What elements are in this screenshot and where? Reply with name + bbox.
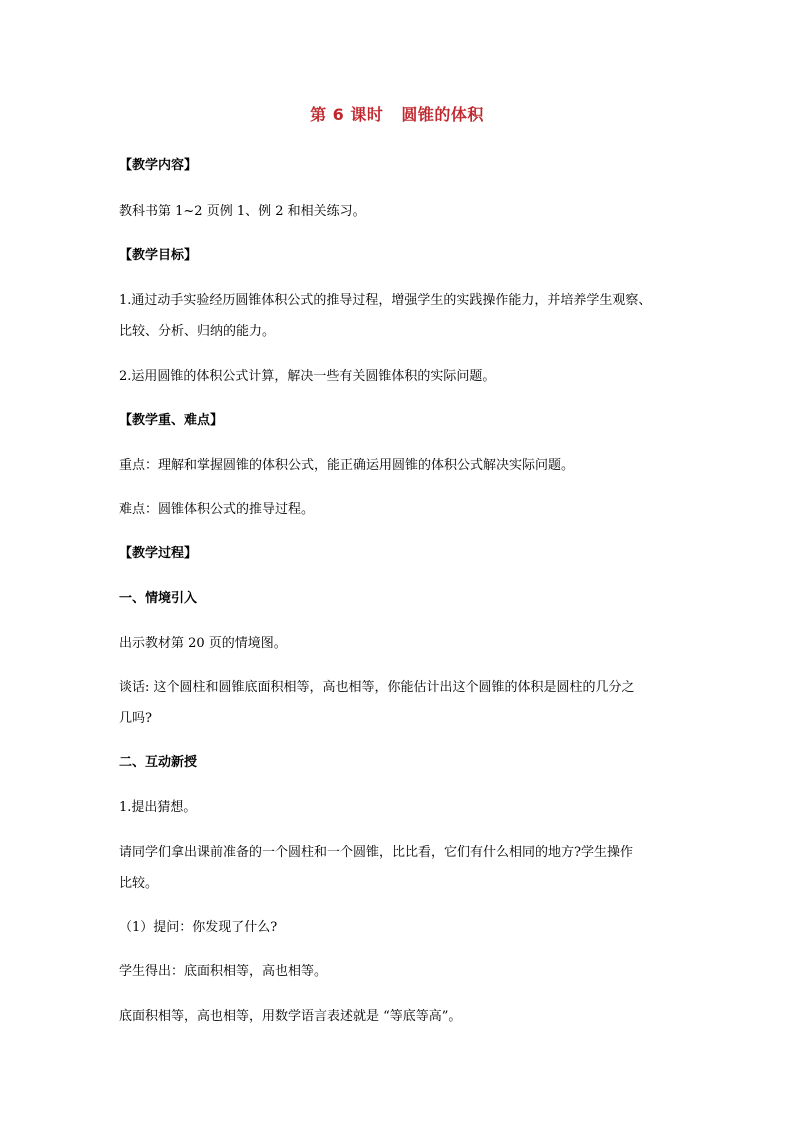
content-text: 教科书第 1~2 页例 1、例 2 和相关练习。 <box>119 204 366 219</box>
talk-line-2: 几吗? <box>119 711 152 726</box>
page-title-topic: 圆锥的体积 <box>401 105 484 124</box>
step-2-heading: 二、互动新授 <box>119 755 198 770</box>
summary-text: 底面积相等，高也相等，用数学语言表述就是 “等底等高”。 <box>119 1009 462 1024</box>
guess-text: 1.提出猜想。 <box>119 800 197 815</box>
page-title <box>0 103 794 127</box>
difficulty-text: 难点：圆锥体积公式的推导过程。 <box>119 502 315 517</box>
keypoint-text: 重点：理解和掌握圆锥的体积公式，能正确运用圆锥的体积公式解决实际问题。 <box>119 458 575 473</box>
ask-line-1: 请同学们拿出课前准备的一个圆柱和一个圆锥，比比看，它们有什么相同的地方?学生操作 <box>119 845 633 860</box>
content-heading: 【教学内容】 <box>119 158 198 173</box>
goal-1-line-1: 1.通过动手实验经历圆锥体积公式的推导过程，增强学生的实践操作能力，并培养学生观察、 <box>119 293 652 308</box>
goal-1-line-2: 比较、分析、归纳的能力。 <box>119 324 276 339</box>
talk-line-1: 谈话: 这个圆柱和圆锥底面积相等，高也相等，你能估计出这个圆锥的体积是圆柱的几分之 <box>119 680 635 695</box>
page-title-lesson: 第 6 课时 <box>310 105 384 124</box>
goal-2: 2.运用圆锥的体积公式计算，解决一些有关圆锥体积的实际问题。 <box>119 369 496 384</box>
ask-line-2: 比较。 <box>119 876 159 891</box>
answer-1: 学生得出：底面积相等，高也相等。 <box>119 964 328 979</box>
process-heading: 【教学过程】 <box>119 546 198 561</box>
keypoints-heading: 【教学重、难点】 <box>119 413 224 428</box>
step-1-text: 出示教材第 20 页的情境图。 <box>119 636 287 651</box>
step-1-heading: 一、情境引入 <box>119 591 198 606</box>
goals-heading: 【教学目标】 <box>119 248 198 263</box>
question-1: （1）提问：你发现了什么? <box>119 920 278 935</box>
